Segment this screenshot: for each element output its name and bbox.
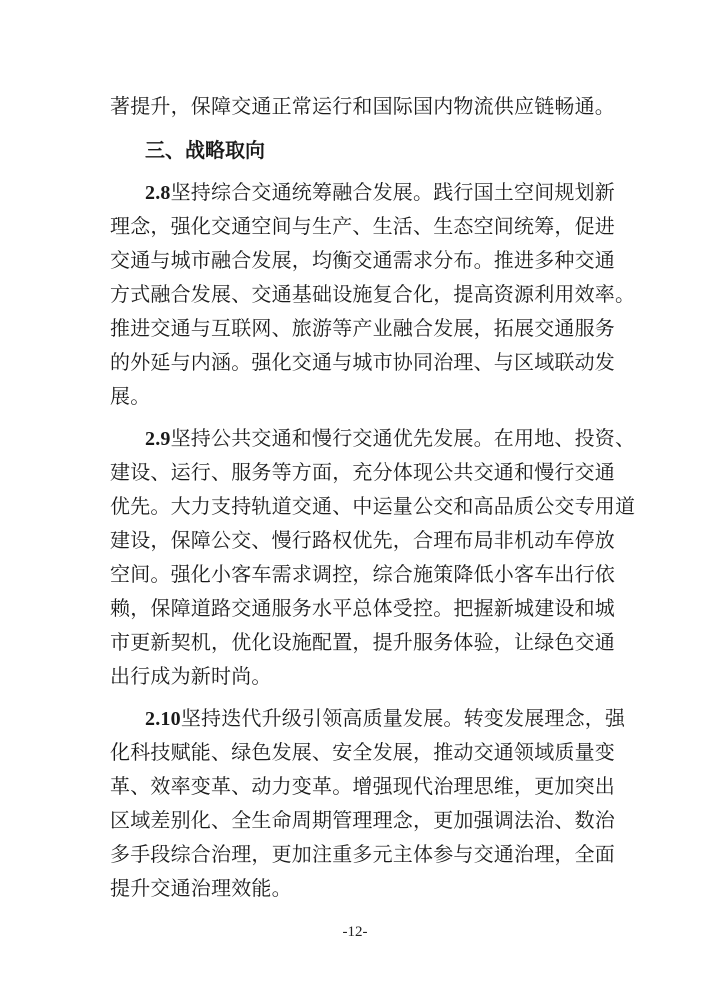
- paragraph-line: 出行成为新时尚。: [110, 664, 272, 688]
- paragraph-2-8-first-line: [145, 180, 616, 204]
- paragraph-text: 坚持迭代升级引领高质量发展。转变发展理念，强: [180, 706, 626, 730]
- paragraph-line: 优先。大力支持轨道交通、中运量公交和高品质公交专用道: [110, 494, 636, 518]
- paragraph-line: 空间。强化小客车需求调控，综合施策降低小客车出行依: [110, 562, 615, 586]
- paragraph-number: 2.8: [145, 182, 171, 204]
- paragraph-line: 交通与城市融合发展，均衡交通需求分布。推进多种交通: [110, 248, 615, 272]
- paragraph-line: 革、效率变革、动力变革。增强现代治理思维，更加突出: [110, 774, 615, 798]
- paragraph-line: 建设、运行、服务等方面，充分体现公共交通和慢行交通: [110, 460, 615, 484]
- paragraph-line: 赖，保障道路交通服务水平总体受控。把握新城建设和城: [110, 596, 615, 620]
- paragraph-text: 坚持综合交通统筹融合发展。践行国土空间规划新: [170, 180, 616, 204]
- paragraph-text: 坚持公共交通和慢行交通优先发展。在用地、投资、: [170, 426, 636, 450]
- paragraph-line: 化科技赋能、绿色发展、安全发展，推动交通领域质量变: [110, 740, 615, 764]
- paragraph-line: 理念，强化交通空间与生产、生活、生态空间统筹，促进: [110, 214, 615, 238]
- page-number: -12-: [342, 924, 368, 940]
- paragraph-line: 区域差别化、全生命周期管理理念，更加强调法治、数治: [110, 808, 615, 832]
- paragraph-number: 2.9: [145, 428, 171, 450]
- paragraph-line: 市更新契机，优化设施配置，提升服务体验，让绿色交通: [110, 630, 615, 654]
- paragraph-line: 建设，保障公交、慢行路权优先，合理布局非机动车停放: [110, 528, 615, 552]
- paragraph-line: 的外延与内涵。强化交通与城市协同治理、与区域联动发: [110, 350, 615, 374]
- paragraph-number: 2.10: [145, 708, 181, 730]
- paragraph-2-10-first-line: [145, 706, 626, 730]
- paragraph-line: 方式融合发展、交通基础设施复合化，提高资源利用效率。: [110, 282, 636, 306]
- paragraph-line: 提升交通治理效能。: [110, 876, 292, 900]
- paragraph-line: 多手段综合治理，更加注重多元主体参与交通治理，全面: [110, 842, 615, 866]
- section-heading: 三、战略取向: [145, 138, 265, 162]
- paragraph-line: 展。: [110, 384, 151, 408]
- paragraph-2-9-first-line: [145, 426, 636, 450]
- intro-text-line: 著提升，保障交通正常运行和国际国内物流供应链畅通。: [110, 94, 615, 118]
- paragraph-line: 推进交通与互联网、旅游等产业融合发展，拓展交通服务: [110, 316, 615, 340]
